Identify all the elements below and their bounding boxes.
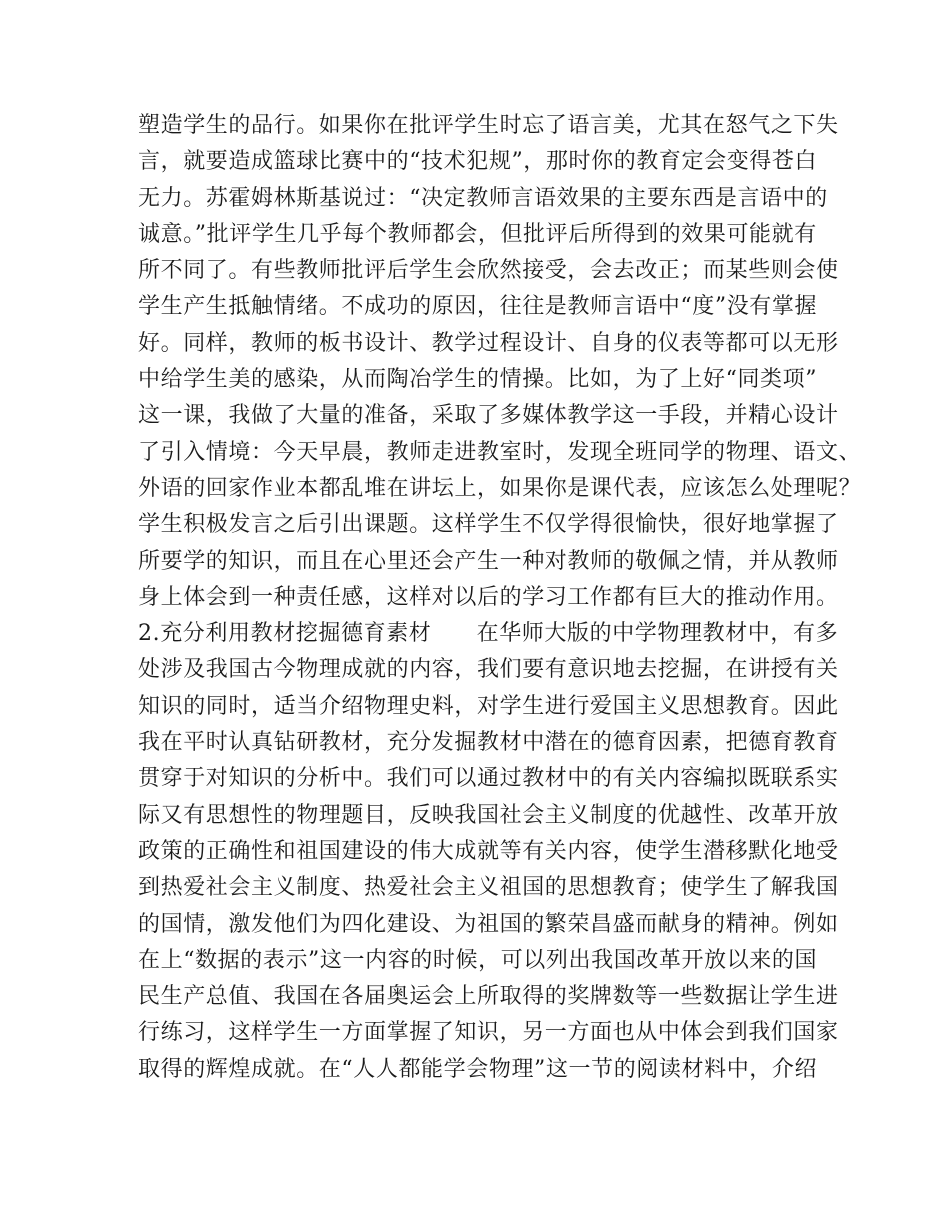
text-line: 塑造学生的品行。如果你在批评学生时忘了语言美，尤其在怒气之下失 (138, 113, 839, 138)
text-line: 在上“数据的表示”这一内容的时候，可以列出我国改革开放以来的国 (138, 947, 818, 973)
text-line: 身上体会到一种责任感，这样对以后的学习工作都有巨大的推动作用。 (138, 584, 839, 610)
text-line: 中给学生美的感染，从而陶冶学生的情操。比如，为了上好“同类项” (138, 367, 818, 393)
text-line: 我在平时认真钻研教材，充分发掘教材中潜在的德育因素，把德育教育 (138, 730, 839, 756)
text-line: 所不同了。有些教师批评后学生会欣然接受，会去改正；而某些则会使 (138, 258, 839, 284)
text-line: 无力。苏霍姆林斯基说过：“决定教师言语效果的主要东西是言语中的 (138, 185, 828, 211)
text-line: 学生产生抵触情绪。不成功的原因，往往是教师言语中“度”没有掌握 (138, 294, 818, 320)
text-line: 行练习，这样学生一方面掌握了知识，另一方面也从中体会到我们国家 (138, 1020, 839, 1046)
text-line: 所要学的知识，而且在心里还会产生一种对教师的敬佩之情，并从教师 (138, 548, 839, 574)
text-line: 到热爱社会主义制度、热爱社会主义祖国的思想教育；使学生了解我国 (138, 875, 839, 901)
text-line: 诚意。”批评学生几乎每个教师都会，但批评后所得到的效果可能就有 (138, 221, 817, 247)
text-line: 言，就要造成篮球比赛中的“技术犯规”，那时你的教育定会变得苍白 (138, 149, 818, 175)
text-line: 贯穿于对知识的分析中。我们可以通过教材中的有关内容编拟既联系实 (138, 766, 839, 792)
section-heading-line: 2.充分利用教材挖掘德育素材 在华师大版的中学物理教材中，有多 (138, 621, 839, 647)
text-line: 了引入情境：今天早晨，教师走进教室时，发现全班同学的物理、语文、 (138, 439, 862, 465)
text-line: 这一课，我做了大量的准备，采取了多媒体教学这一手段，并精心设计 (138, 403, 839, 429)
text-line: 处涉及我国古今物理成就的内容，我们要有意识地去挖掘，在讲授有关 (138, 657, 839, 683)
text-line: 好。同样，教师的板书设计、教学过程设计、自身的仪表等都可以无形 (138, 330, 839, 356)
text-line: 际又有思想性的物理题目，反映我国社会主义制度的优越性、改革开放 (138, 802, 839, 828)
text-line: 外语的回家作业本都乱堆在讲坛上，如果你是课代表，应该怎么处理呢？ (138, 475, 862, 501)
text-line: 学生积极发言之后引出课题。这样学生不仅学得很愉快，很好地掌握了 (138, 512, 839, 538)
body-text (138, 108, 862, 1088)
text-line: 民生产总值、我国在各届奥运会上所取得的奖牌数等一些数据让学生进 (138, 984, 839, 1010)
text-line: 的国情，激发他们为四化建设、为祖国的繁荣昌盛而献身的精神。例如 (138, 911, 839, 937)
text-line: 政策的正确性和祖国建设的伟大成就等有关内容，使学生潜移默化地受 (138, 838, 839, 864)
text-line: 取得的辉煌成就。在“人人都能学会物理”这一节的阅读材料中，介绍 (138, 1056, 818, 1082)
text-line: 知识的同时，适当介绍物理史料，对学生进行爱国主义思想教育。因此 (138, 693, 839, 719)
